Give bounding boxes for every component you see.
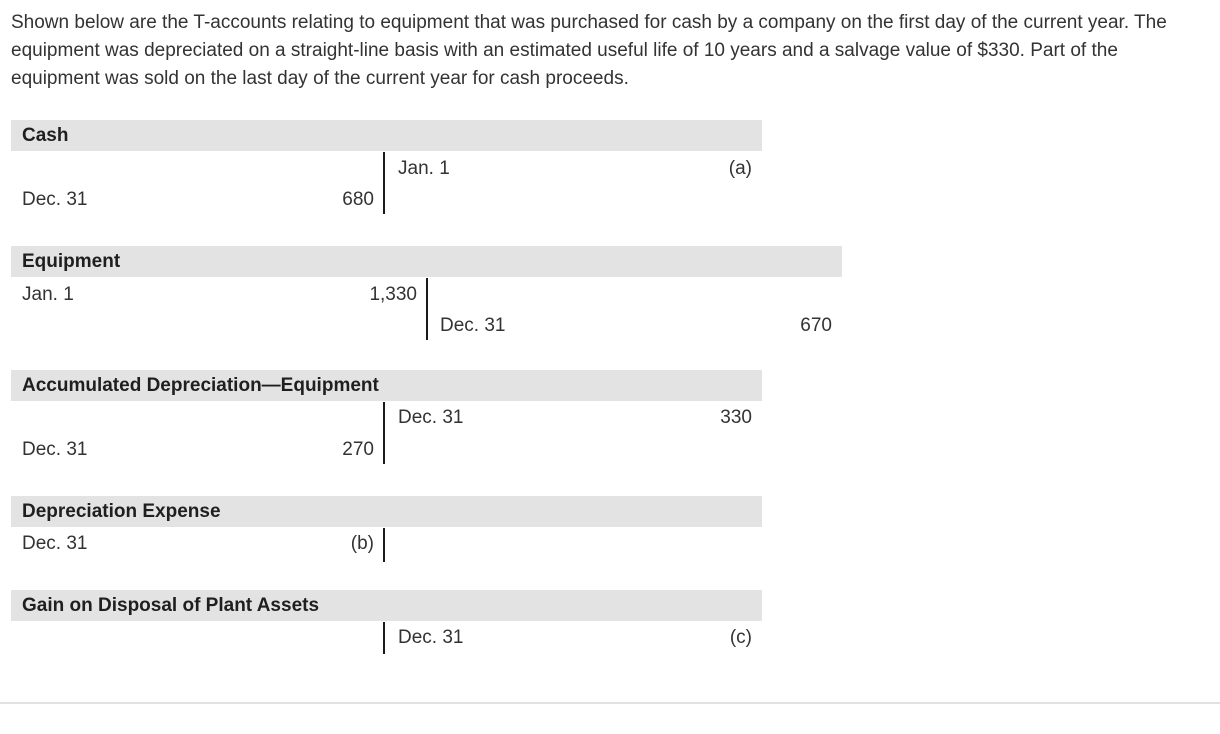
t-account-header-accumulated-depreciation: [11, 370, 762, 401]
debit-entry-label: Dec. 31: [22, 439, 88, 460]
credit-entry-label: Dec. 31: [440, 315, 506, 336]
credit-entry-amount: 670: [800, 315, 832, 336]
debit-entry-label: Dec. 31: [22, 533, 88, 554]
t-account-header-gain-on-disposal: [11, 590, 762, 621]
problem-statement: Shown below are the T-accounts relating to equipment that was purchased for cash by a company on the first day of the current year. The equipment was depreciated on a straight-line basis with an estimated useful life of 10 years and a salvage value of $330. Part of the equipment was sold on the last day of the current year for cash proceeds.: [11, 12, 1167, 89]
debit-entry-amount: 270: [342, 439, 374, 460]
t-account-title: Depreciation Expense: [22, 501, 221, 522]
t-account-title: Gain on Disposal of Plant Assets: [22, 595, 320, 616]
t-account-title: Equipment: [22, 251, 121, 272]
section-divider: [0, 702, 1220, 704]
t-account-header-cash: [11, 120, 762, 151]
t-account-divider: [383, 152, 385, 214]
t-account-divider: [383, 528, 385, 562]
debit-entry-amount: 680: [342, 189, 374, 210]
credit-entry-label: Dec. 31: [398, 627, 464, 648]
credit-entry-label: Dec. 31: [398, 407, 464, 428]
credit-entry-amount: (c): [729, 627, 752, 648]
t-account-divider: [383, 402, 385, 464]
t-account-header-equipment: [11, 246, 842, 277]
t-account-divider: [426, 278, 428, 340]
t-account-header-depreciation-expense: [11, 496, 762, 527]
t-account-title: Cash: [22, 125, 69, 146]
debit-entry-label: Jan. 1: [22, 284, 74, 305]
debit-entry-label: Dec. 31: [22, 189, 88, 210]
credit-entry-amount: (a): [728, 158, 752, 179]
t-account-title: Accumulated Depreciation—Equipment: [22, 375, 379, 396]
debit-entry-amount: (b): [350, 533, 374, 554]
credit-entry-label: Jan. 1: [398, 158, 450, 179]
debit-entry-amount: 1,330: [369, 284, 417, 305]
t-account-divider: [383, 622, 385, 654]
credit-entry-amount: 330: [720, 407, 752, 428]
